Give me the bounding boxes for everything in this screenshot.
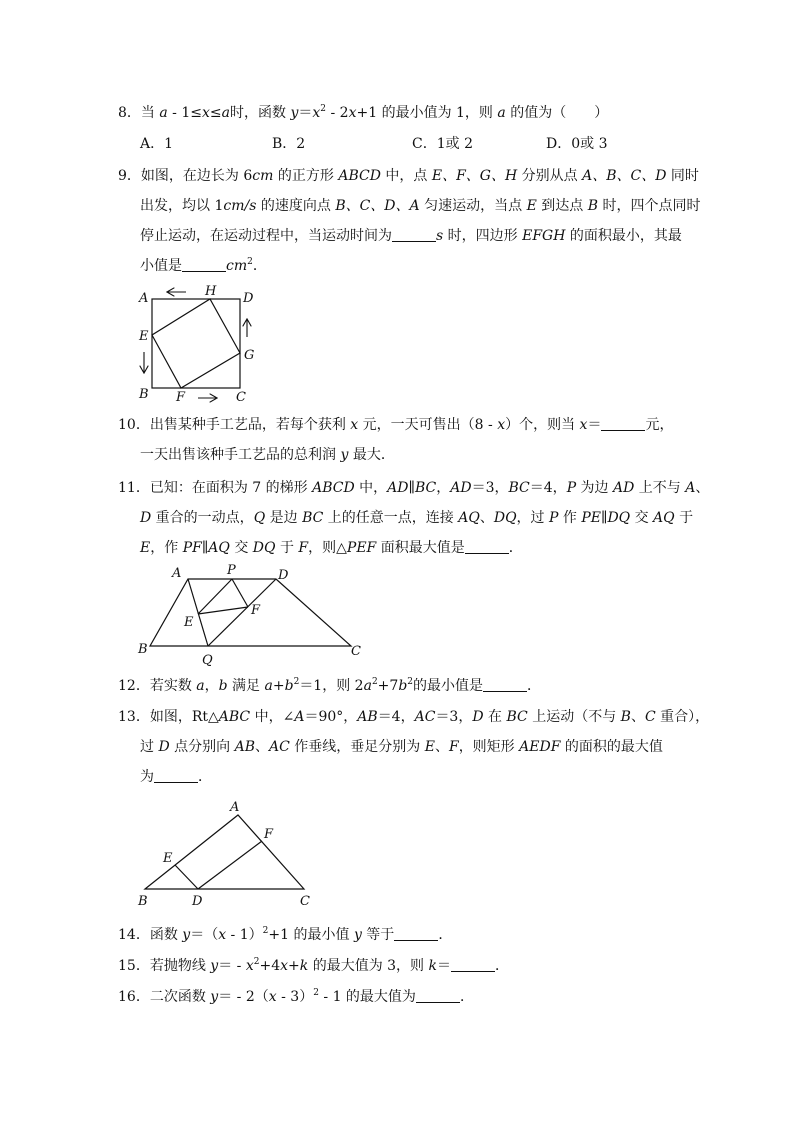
q9-unit: cm — [226, 258, 248, 274]
q8-text: ≤ — [209, 105, 222, 121]
q9-line-1 — [118, 166, 699, 186]
q13-text: 点分别向 — [169, 739, 235, 755]
q11-var: AQ — [458, 510, 480, 526]
q14-text: - 1） — [226, 927, 263, 943]
q10-text: ＝ — [587, 417, 602, 433]
answer-blank[interactable] — [601, 416, 645, 431]
q12-text: +7 — [377, 678, 399, 694]
q9-text: ． — [252, 258, 267, 274]
label-d: D — [278, 568, 289, 583]
q9-number: 9． — [118, 168, 141, 184]
q13-var: D — [158, 739, 170, 755]
q10-text: 出售某种手工艺品，若每个获利 — [149, 417, 351, 433]
q13-text: 、 — [630, 709, 645, 725]
q11-var: D — [140, 510, 152, 526]
q9-text: 停止运动，在运动过程中，当运动时间为 — [140, 228, 392, 244]
q9-text: 的正方形 — [273, 168, 339, 184]
q12-text: ＝1，则 2 — [299, 678, 364, 694]
q12-text: 的最小值是 — [413, 678, 484, 694]
label-a: A — [139, 291, 149, 306]
q10-text: 一天出售该种手工艺品的总利润 — [140, 447, 341, 463]
q9-text: 如图，在边长为 — [140, 168, 244, 184]
q11-text: 重合的一动点， — [151, 510, 254, 526]
segment-ef — [198, 607, 248, 614]
q12-stem — [118, 676, 541, 696]
q13-var: A — [294, 709, 305, 725]
q13-text: 的面积的最大值 — [560, 739, 663, 755]
q11-text: ． — [508, 540, 523, 556]
q8-text: - 1≤ — [167, 105, 203, 121]
var-b: b — [218, 678, 228, 694]
quadrilateral-efgh — [152, 299, 240, 388]
q11-var: AD — [387, 480, 409, 496]
q8-option-b[interactable]: B．2 — [272, 136, 306, 152]
segment-de — [175, 865, 198, 889]
q12-text: ． — [527, 678, 542, 694]
q11-text: 上的任意一点，连接 — [323, 510, 459, 526]
q12-text: + — [272, 678, 285, 694]
q13-var: AB — [234, 739, 255, 755]
q15-text: ＝ - — [218, 958, 246, 974]
q8-stem — [118, 103, 608, 123]
q11-text: ， — [436, 480, 451, 496]
q14-text: ＝（ — [190, 927, 219, 943]
q9-text: 1 — [214, 198, 224, 214]
square-abcd — [152, 299, 240, 388]
exponent: 2 — [407, 677, 414, 687]
q11-text: 于 — [275, 540, 299, 556]
q13-var: E — [424, 739, 435, 755]
q10-line-2 — [140, 445, 395, 465]
q10-line-1 — [118, 415, 673, 435]
var-y: y — [353, 927, 362, 943]
q11-var: BC — [414, 480, 437, 496]
var-x: x — [280, 958, 289, 974]
q9-var: B、C、D、A — [335, 198, 420, 214]
q13-var: AB — [357, 709, 378, 725]
var-a: a — [221, 105, 231, 121]
segment-pf — [232, 579, 248, 607]
q13-var: ABC — [218, 709, 251, 725]
q15-text: 的最大值为 3，则 — [308, 958, 429, 974]
q8-option-c[interactable]: C．1或 2 — [412, 136, 473, 152]
exponent: 2 — [262, 926, 269, 936]
q13-text: 中，∠ — [250, 709, 295, 725]
q13-text: ＝3， — [435, 709, 473, 725]
q11-text: ∥ — [600, 510, 608, 526]
q9-text: 时，四边形 — [443, 228, 523, 244]
q11-text: ，则△ — [308, 540, 347, 556]
q8-option-a[interactable]: A．1 — [140, 136, 174, 152]
q10-text: 元，一天可售出（8 - — [358, 417, 498, 433]
q13-line-3 — [140, 767, 212, 787]
var-y: y — [340, 447, 349, 463]
segment-pe — [198, 579, 232, 614]
var-x: x — [202, 105, 210, 121]
q13-var: F — [448, 739, 459, 755]
var-x: x — [268, 989, 277, 1005]
q11-var: PE — [581, 510, 601, 526]
q11-var: BC — [302, 510, 324, 526]
q14-text: ． — [438, 927, 453, 943]
q10-text: 最大． — [348, 447, 395, 463]
q9-text: 小值是 — [140, 258, 182, 274]
label-b: B — [138, 642, 148, 657]
q11-var: AD — [450, 480, 472, 496]
q13-line-2 — [140, 737, 663, 757]
label-q: Q — [202, 653, 213, 668]
q8-text: - 2 — [326, 105, 349, 121]
q13-text: ，则矩形 — [458, 739, 520, 755]
answer-blank[interactable] — [465, 539, 509, 554]
q11-var: DQ — [607, 510, 631, 526]
q16-number: 16． — [118, 989, 150, 1005]
q9-text: 中，点 — [380, 168, 432, 184]
q14-number: 14． — [118, 927, 150, 943]
label-c: C — [351, 644, 361, 659]
q9-line-3 — [140, 226, 682, 246]
exponent: 2 — [320, 104, 327, 114]
q11-text: ＝4， — [529, 480, 567, 496]
q11-var: A — [685, 480, 696, 496]
q13-text: 为 — [140, 769, 154, 785]
q10-text: ）个，则当 — [505, 417, 580, 433]
q9-unit: cm — [252, 168, 274, 184]
q9-text: 同时 — [666, 168, 699, 184]
q16-text: ． — [459, 989, 474, 1005]
q13-var: C — [644, 709, 656, 725]
q9-var: E — [526, 198, 537, 214]
q11-var: E — [140, 540, 151, 556]
var-x: x — [218, 927, 227, 943]
q11-var: AD — [613, 480, 635, 496]
var-y: y — [210, 958, 219, 974]
q13-text: 过 — [140, 739, 159, 755]
q11-text: 已知：在面积为 7 的梯形 — [149, 480, 313, 496]
q11-trapezoid-figure — [130, 560, 370, 670]
q15-text: ＝ — [437, 958, 451, 974]
answer-blank[interactable] — [182, 257, 226, 272]
q12-number: 12． — [118, 678, 150, 694]
q13-text: 重合）， — [655, 709, 710, 725]
answer-blank[interactable] — [416, 988, 460, 1003]
var-b: b — [398, 678, 408, 694]
var-b: b — [284, 678, 294, 694]
q13-var: AEDF — [519, 739, 561, 755]
q8-text: 的值为（ ） — [505, 105, 609, 121]
q11-text: 上不与 — [634, 480, 686, 496]
var-k: k — [428, 958, 437, 974]
var-x: x — [497, 417, 506, 433]
q11-text: ＝3， — [471, 480, 509, 496]
var-a: a — [363, 678, 372, 694]
q15-text: 若抛物线 — [149, 958, 211, 974]
q13-text: 在 — [483, 709, 507, 725]
q15-text: + — [288, 958, 300, 974]
q11-line-3 — [140, 538, 523, 558]
q15-stem — [118, 956, 509, 976]
var-x: x — [245, 958, 254, 974]
q8-text: ＝ — [298, 105, 313, 121]
q9-var: A、B、C、D — [582, 168, 667, 184]
q13-text: 作垂线，垂足分别为 — [289, 739, 425, 755]
q9-square-figure — [130, 282, 270, 405]
label-p: P — [227, 563, 236, 578]
q9-unit: s — [436, 228, 444, 244]
q12-text: 满足 — [227, 678, 265, 694]
q8-option-d[interactable]: D．0或 3 — [546, 136, 608, 152]
q9-var: EFGH — [522, 228, 566, 244]
var-a: a — [264, 678, 273, 694]
label-e: E — [139, 329, 149, 344]
q13-text: ． — [198, 769, 212, 785]
q8-text: 当 — [140, 105, 160, 121]
q13-text: 、 — [434, 739, 449, 755]
q11-var: P — [566, 480, 577, 496]
q11-text: 作 — [558, 510, 582, 526]
label-f: F — [251, 603, 261, 618]
q11-text: ∥ — [408, 480, 415, 496]
var-a: a — [497, 105, 506, 121]
label-h: H — [205, 284, 217, 299]
answer-blank[interactable] — [451, 957, 495, 972]
var-y: y — [182, 927, 191, 943]
q12-text: 若实数 — [149, 678, 197, 694]
q11-var: AQ — [208, 540, 230, 556]
answer-blank[interactable] — [154, 768, 198, 783]
label-b: B — [139, 387, 149, 402]
var-a: a — [159, 105, 168, 121]
answer-blank[interactable] — [394, 926, 438, 941]
q14-text: 等于 — [361, 927, 395, 943]
q15-number: 15． — [118, 958, 150, 974]
var-k: k — [299, 958, 309, 974]
label-a: A — [172, 566, 182, 581]
q11-number: 11． — [118, 480, 150, 496]
exponent: 2 — [247, 257, 253, 267]
label-f: F — [264, 827, 274, 842]
q13-line-1 — [118, 707, 709, 727]
q11-text: 是边 — [265, 510, 303, 526]
q11-text: 为边 — [576, 480, 614, 496]
q15-text: ． — [495, 958, 509, 974]
q13-var: AC — [414, 709, 436, 725]
q9-line-2 — [140, 196, 700, 216]
label-f: F — [176, 390, 186, 405]
q13-text: 、 — [255, 739, 269, 755]
exponent: 2 — [253, 957, 260, 967]
label-e: E — [163, 851, 173, 866]
q11-text: ，过 — [516, 510, 549, 526]
q11-var: P — [549, 510, 559, 526]
q9-var: E、F、G、H — [431, 168, 518, 184]
q9-text: 的速度向点 — [256, 198, 336, 214]
q11-var: PF — [182, 540, 202, 556]
q11-text: ∥ — [201, 540, 209, 556]
q9-text: 分别从点 — [517, 168, 583, 184]
q9-text: 的面积最小，其最 — [565, 228, 682, 244]
q11-text: 面积最大值是 — [376, 540, 465, 556]
q16-text: - 1 的最大值为 — [318, 989, 416, 1005]
q16-text: - 3） — [276, 989, 314, 1005]
q9-text: 6 — [243, 168, 253, 184]
q11-text: 、 — [695, 480, 710, 496]
q8-text: +1 的最小值为 1，则 — [356, 105, 498, 121]
q16-stem — [118, 987, 474, 1007]
q13-text: 上运动（不与 — [527, 709, 621, 725]
var-x: x — [312, 105, 321, 121]
exponent: 2 — [371, 677, 378, 687]
q11-var: DQ — [493, 510, 517, 526]
q11-text: 中， — [354, 480, 388, 496]
q9-line-4 — [140, 256, 267, 276]
label-d: D — [243, 291, 254, 306]
var-x: x — [348, 105, 357, 121]
q14-text: 函数 — [149, 927, 183, 943]
var-y: y — [290, 105, 299, 121]
answer-blank[interactable] — [392, 227, 436, 242]
q11-text: 、 — [479, 510, 494, 526]
q11-var: AQ — [653, 510, 675, 526]
q11-line-2 — [140, 508, 693, 528]
segment-dq — [208, 579, 276, 646]
q9-text: 到达点 — [536, 198, 588, 214]
q14-stem — [118, 925, 452, 945]
var-x: x — [579, 417, 588, 433]
var-x: x — [350, 417, 359, 433]
q13-number: 13． — [118, 709, 150, 725]
q11-var: DQ — [252, 540, 276, 556]
q13-var: D — [472, 709, 484, 725]
q9-var: B — [587, 198, 598, 214]
q13-var: BC — [506, 709, 528, 725]
q13-triangle-figure — [130, 795, 330, 910]
exponent: 2 — [293, 677, 300, 687]
q9-var: ABCD — [338, 168, 381, 184]
q11-text: 交 — [630, 510, 654, 526]
q11-text: ，作 — [150, 540, 183, 556]
q11-text: 于 — [674, 510, 694, 526]
q13-text: ＝90°， — [304, 709, 358, 725]
q8-text: 时，函数 — [230, 105, 291, 121]
q11-var: Q — [253, 510, 266, 526]
q10-text: 元， — [645, 417, 674, 433]
q11-var: BC — [508, 480, 530, 496]
q11-var: F — [298, 540, 309, 556]
q13-text: 如图，Rt△ — [149, 709, 219, 725]
label-b: B — [138, 894, 148, 909]
exponent: 2 — [313, 988, 319, 998]
q8-number: 8． — [118, 105, 141, 121]
q11-var: ABCD — [312, 480, 355, 496]
q11-text: 交 — [229, 540, 253, 556]
answer-blank[interactable] — [483, 677, 527, 692]
q9-unit: cm/s — [223, 198, 257, 214]
label-e: E — [184, 615, 194, 630]
q13-var: B — [620, 709, 631, 725]
q9-text: 出发，均以 — [140, 198, 215, 214]
q11-line-1 — [118, 478, 709, 498]
label-c: C — [300, 894, 310, 909]
segment-df — [198, 841, 262, 889]
var-y: y — [210, 989, 219, 1005]
q14-text: +1 的最小值 — [268, 927, 354, 943]
q13-var: AC — [269, 739, 290, 755]
q13-text: ＝4， — [377, 709, 415, 725]
q11-var: PEF — [346, 540, 377, 556]
label-g: G — [244, 348, 255, 363]
q16-text: 二次函数 — [149, 989, 211, 1005]
q10-number: 10． — [118, 417, 150, 433]
q16-text: ＝ - 2（ — [218, 989, 269, 1005]
q12-text: ， — [204, 678, 219, 694]
q9-text: 时，四个点同时 — [598, 198, 701, 214]
label-d: D — [192, 894, 203, 909]
label-a: A — [230, 800, 240, 815]
label-c: C — [236, 390, 246, 405]
q15-text: +4 — [259, 958, 281, 974]
q9-text: 匀速运动，当点 — [419, 198, 527, 214]
var-a: a — [196, 678, 205, 694]
